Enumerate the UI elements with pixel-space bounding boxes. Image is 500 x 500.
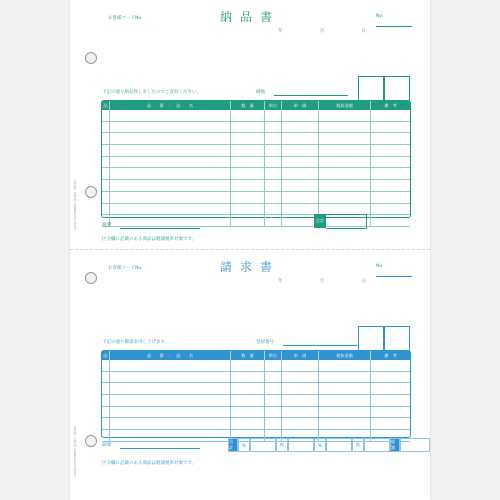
table-cell[interactable]: [319, 110, 371, 121]
col-header: 税抜金額: [319, 101, 371, 110]
table-cell[interactable]: [371, 110, 410, 121]
summary-tax[interactable]: [288, 438, 314, 452]
stamp-box[interactable]: [384, 76, 410, 102]
stamp-boxes: [358, 326, 410, 352]
table-body: [102, 110, 410, 227]
table-cell[interactable]: [102, 157, 110, 168]
table-cell[interactable]: [231, 204, 265, 215]
customer-code-label: お客様コードNo.: [108, 266, 143, 271]
table-cell[interactable]: [231, 110, 265, 121]
memo-label: 摘要：: [102, 223, 116, 228]
table-cell[interactable]: [319, 418, 371, 429]
customer-code-label: お客様コードNo.: [108, 16, 143, 21]
date-field: [278, 278, 366, 284]
summary-amount[interactable]: [326, 438, 352, 452]
table-cell[interactable]: [319, 157, 371, 168]
date-month: 月: [319, 29, 325, 34]
summary-grand-label: 総額: [390, 438, 400, 452]
table-cell[interactable]: [319, 360, 371, 371]
table-cell[interactable]: [265, 372, 282, 383]
table-cell[interactable]: [319, 395, 371, 406]
col-header: 備 考: [384, 103, 397, 108]
date-year: 年: [278, 279, 283, 284]
table-cell[interactable]: [231, 360, 265, 371]
col-header: 単 価: [282, 101, 319, 110]
table-cell[interactable]: [371, 407, 410, 418]
table-cell[interactable]: [371, 215, 410, 226]
col-header: 数 量: [231, 101, 265, 110]
table-cell[interactable]: [371, 383, 410, 394]
memo-field[interactable]: [102, 442, 200, 449]
table-cell[interactable]: [319, 372, 371, 383]
table-body: [102, 360, 410, 442]
table-cell[interactable]: [265, 145, 282, 156]
table-cell[interactable]: [265, 395, 282, 406]
table-cell[interactable]: [102, 192, 110, 203]
table-row: [102, 110, 410, 122]
total-label: 合計: [314, 214, 326, 228]
table-row: [102, 168, 410, 180]
table-cell[interactable]: [265, 383, 282, 394]
table-row: [102, 418, 410, 430]
table-cell[interactable]: [265, 215, 282, 226]
table-cell[interactable]: [110, 192, 231, 203]
table-cell[interactable]: [231, 395, 265, 406]
summary-rate: %: [314, 438, 326, 452]
table-cell[interactable]: [102, 122, 110, 133]
table-cell[interactable]: [319, 407, 371, 418]
table-row: [102, 180, 410, 192]
table-row: [102, 133, 410, 145]
table-cell[interactable]: [265, 360, 282, 371]
table-cell[interactable]: [110, 418, 231, 429]
table-row: [102, 372, 410, 384]
destination-line: [274, 89, 348, 96]
table-cell[interactable]: [319, 192, 371, 203]
table-cell[interactable]: [371, 372, 410, 383]
table-row: [102, 407, 410, 419]
table-cell[interactable]: [231, 192, 265, 203]
col-header: 単 価: [282, 351, 319, 360]
table-cell[interactable]: [282, 407, 319, 418]
table-cell[interactable]: [231, 168, 265, 179]
delivery-note-form: [70, 0, 430, 250]
table-cell[interactable]: [110, 110, 231, 121]
table-header: [102, 101, 410, 117]
table-cell[interactable]: [265, 110, 282, 121]
summary-rate: %: [238, 438, 250, 452]
table-cell[interactable]: [282, 133, 319, 144]
summary-total-label: 合計: [228, 438, 238, 452]
table-cell[interactable]: [102, 204, 110, 215]
table-cell[interactable]: [282, 168, 319, 179]
memo-field[interactable]: [102, 222, 200, 229]
col-header: 数 量: [231, 351, 265, 360]
number-field[interactable]: [376, 14, 412, 27]
table-cell[interactable]: [102, 168, 110, 179]
table-cell[interactable]: [371, 180, 410, 191]
table-cell[interactable]: [110, 430, 231, 441]
table-cell[interactable]: [102, 110, 110, 121]
side-print-text: GOOD-STATIONERY 納品書・請求書: [73, 180, 77, 231]
table-cell[interactable]: [371, 395, 410, 406]
table-cell[interactable]: [371, 360, 410, 371]
table-cell[interactable]: [102, 372, 110, 383]
date-day: 日: [361, 29, 366, 34]
total-box[interactable]: [326, 214, 367, 229]
table-cell[interactable]: [231, 133, 265, 144]
table-cell[interactable]: [265, 418, 282, 429]
table-cell[interactable]: [282, 192, 319, 203]
items-table: [101, 350, 411, 438]
col-header: 単位: [265, 101, 282, 110]
col-header: 品 番 ・ 品 名: [110, 351, 231, 360]
side-print-text: GOOD-STATIONERY 納品書・請求書: [73, 426, 77, 477]
table-cell[interactable]: [110, 145, 231, 156]
table-cell[interactable]: [371, 122, 410, 133]
table-cell[interactable]: [282, 360, 319, 371]
form-title: 納品書: [219, 10, 280, 24]
table-cell[interactable]: [102, 430, 110, 441]
date-day: 日: [361, 279, 366, 284]
stamp-box[interactable]: [358, 326, 384, 352]
table-cell[interactable]: [265, 180, 282, 191]
table-cell[interactable]: [371, 192, 410, 203]
invoice-form: [70, 250, 430, 500]
stamp-boxes: [358, 76, 410, 102]
reduced-tax-note: 区分欄に記載のある商品は軽減税率対象です。: [102, 461, 197, 466]
table-cell[interactable]: [231, 418, 265, 429]
stamp-box[interactable]: [358, 76, 384, 102]
table-cell[interactable]: [110, 204, 231, 215]
table-cell[interactable]: [102, 418, 110, 429]
table-cell[interactable]: [231, 122, 265, 133]
summary-tax-label: 税: [352, 438, 364, 452]
registration-label: 登録番号：: [256, 340, 279, 345]
table-cell[interactable]: [110, 360, 231, 371]
col-header: 品番: [102, 101, 110, 110]
table-cell[interactable]: [102, 407, 110, 418]
table-cell[interactable]: [231, 157, 265, 168]
table-cell[interactable]: [282, 145, 319, 156]
summary-amount[interactable]: [250, 438, 276, 452]
form-title: 請求書: [219, 260, 280, 274]
registration-line: [283, 339, 357, 346]
table-cell[interactable]: [231, 180, 265, 191]
table-cell[interactable]: [110, 168, 231, 179]
table-cell[interactable]: [319, 180, 371, 191]
table-cell[interactable]: [231, 372, 265, 383]
table-cell[interactable]: [231, 145, 265, 156]
reduced-tax-note: 区分欄に記載のある商品は軽減税率対象です。: [102, 237, 197, 242]
form-sheet: [70, 0, 430, 500]
summary-row: [228, 438, 430, 452]
table-cell[interactable]: [319, 383, 371, 394]
destination-label: 御地：: [256, 90, 270, 95]
table-row: [102, 157, 410, 169]
table-cell[interactable]: [265, 157, 282, 168]
number-field[interactable]: [376, 264, 412, 277]
memo-line: [120, 222, 200, 229]
destination-field[interactable]: [256, 89, 348, 96]
table-cell[interactable]: [282, 383, 319, 394]
table-cell[interactable]: [319, 133, 371, 144]
col-header: 単位: [265, 351, 282, 360]
table-cell[interactable]: [265, 133, 282, 144]
col-header: 品 番 ・ 品 名: [110, 101, 231, 110]
table-cell[interactable]: [282, 110, 319, 121]
table-cell[interactable]: [371, 168, 410, 179]
table-cell[interactable]: [319, 168, 371, 179]
table-row: [102, 360, 410, 372]
table-row: [102, 122, 410, 134]
table-cell[interactable]: [110, 383, 231, 394]
total-field: [314, 214, 367, 229]
table-cell[interactable]: [282, 157, 319, 168]
stamp-box[interactable]: [384, 326, 410, 352]
summary-tax[interactable]: [364, 438, 390, 452]
lead-text: 下記の通り納品致しましたのでご査収ください。: [102, 90, 201, 95]
table-cell[interactable]: [231, 383, 265, 394]
table-cell[interactable]: [319, 122, 371, 133]
table-header: [102, 351, 410, 367]
table-row: [102, 192, 410, 204]
table-cell[interactable]: [265, 192, 282, 203]
table-cell[interactable]: [282, 180, 319, 191]
table-cell[interactable]: [110, 122, 231, 133]
table-cell[interactable]: [282, 122, 319, 133]
col-header: 税抜金額: [319, 351, 371, 360]
table-cell[interactable]: [282, 395, 319, 406]
table-cell[interactable]: [371, 133, 410, 144]
table-cell[interactable]: [371, 418, 410, 429]
summary-tax-label: 税: [276, 438, 288, 452]
lead-text: 下記の通り御請求申し上げます。: [102, 340, 170, 345]
table-cell[interactable]: [102, 180, 110, 191]
table-cell[interactable]: [282, 418, 319, 429]
col-header: 備 考: [384, 353, 397, 358]
table-row: [102, 395, 410, 407]
table-cell[interactable]: [110, 180, 231, 191]
table-row: [102, 383, 410, 395]
table-cell[interactable]: [265, 407, 282, 418]
memo-line: [120, 442, 200, 449]
number-label: No.: [376, 264, 384, 269]
memo-label: 摘要：: [102, 443, 116, 448]
table-cell[interactable]: [319, 204, 371, 215]
items-table: [101, 100, 411, 218]
table-cell[interactable]: [102, 360, 110, 371]
summary-grand-total[interactable]: [400, 438, 430, 452]
table-cell[interactable]: [110, 395, 231, 406]
table-cell[interactable]: [265, 122, 282, 133]
registration-field[interactable]: [256, 339, 357, 346]
table-cell[interactable]: [231, 407, 265, 418]
table-row: [102, 145, 410, 157]
table-cell[interactable]: [102, 383, 110, 394]
table-cell[interactable]: [110, 372, 231, 383]
col-header: 品番: [102, 351, 110, 360]
table-cell[interactable]: [319, 145, 371, 156]
table-cell[interactable]: [265, 204, 282, 215]
table-cell[interactable]: [102, 145, 110, 156]
date-field: [278, 28, 366, 34]
table-cell[interactable]: [371, 157, 410, 168]
number-label: No.: [376, 14, 384, 19]
table-cell[interactable]: [282, 204, 319, 215]
table-cell[interactable]: [231, 215, 265, 226]
table-cell[interactable]: [110, 133, 231, 144]
table-cell[interactable]: [265, 168, 282, 179]
table-cell[interactable]: [102, 133, 110, 144]
table-cell[interactable]: [102, 395, 110, 406]
table-cell[interactable]: [371, 145, 410, 156]
date-month: 月: [319, 279, 325, 284]
number-line: [376, 19, 412, 27]
date-year: 年: [278, 29, 283, 34]
number-line: [376, 269, 412, 277]
table-cell[interactable]: [110, 407, 231, 418]
table-cell[interactable]: [282, 372, 319, 383]
table-cell[interactable]: [371, 204, 410, 215]
table-cell[interactable]: [110, 157, 231, 168]
